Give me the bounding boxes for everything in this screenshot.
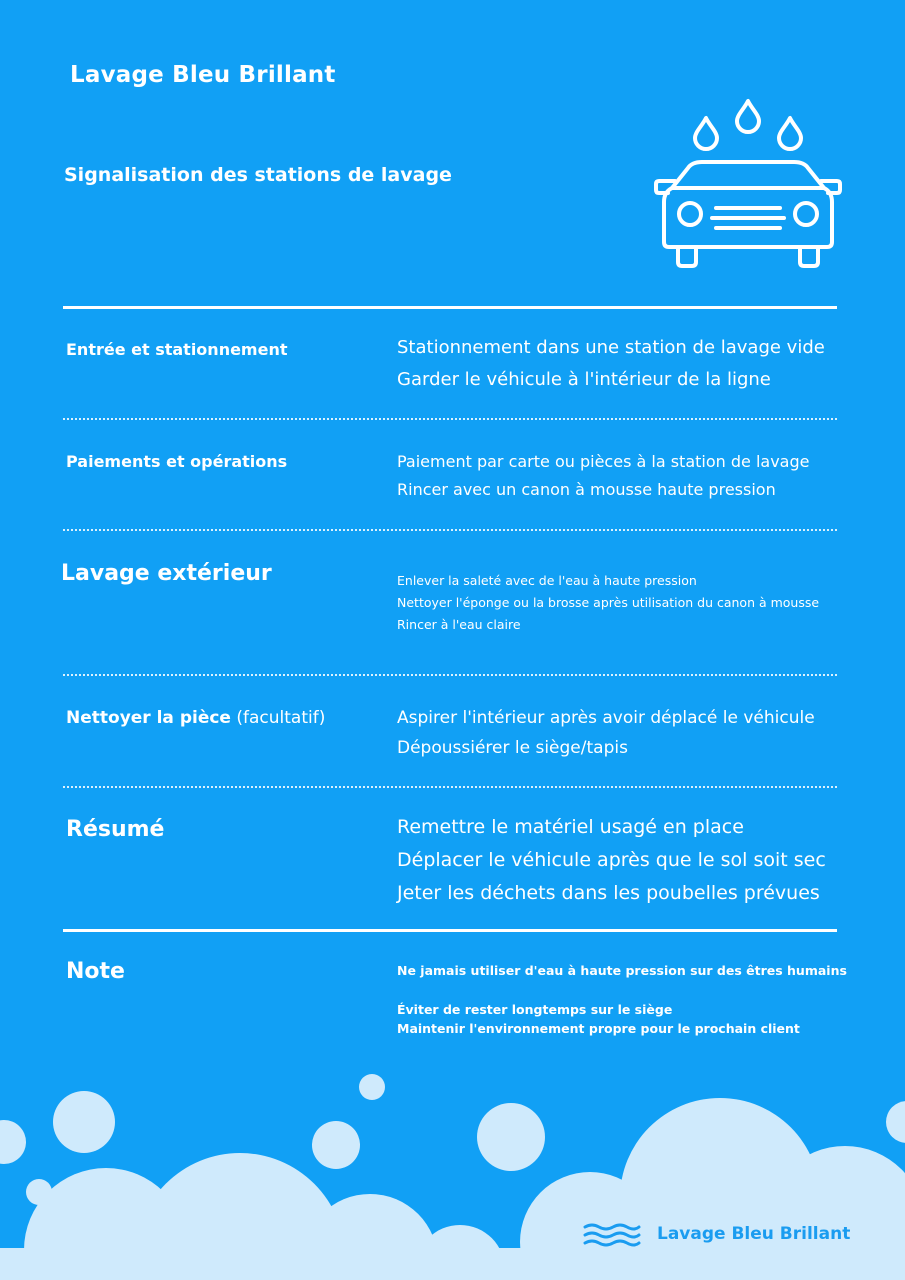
- section-title-interior: [66, 708, 325, 728]
- section-line: Dépoussiérer le siège/tapis: [397, 738, 628, 758]
- section-line: Garder le véhicule à l'intérieur de la ligne: [397, 369, 771, 390]
- section-line: Enlever la saleté avec de l'eau à haute pression: [397, 573, 697, 588]
- car-wash-icon: [650, 96, 846, 274]
- section-line: Déplacer le véhicule après que le sol soit sec: [397, 849, 826, 871]
- section-lines-payment: [397, 448, 809, 504]
- section-line: Rincer à l'eau claire: [397, 617, 521, 632]
- note-lines: [397, 961, 847, 1038]
- section-title-payment: Paiements et opérations: [66, 452, 288, 471]
- divider: [63, 674, 837, 676]
- note-line: Éviter de rester longtemps sur le siège: [397, 1002, 673, 1017]
- section-title-entry: Entrée et stationnement: [66, 340, 288, 359]
- section-title-interior-main: Nettoyer la pièce: [66, 708, 231, 728]
- section-lines-entry: [397, 332, 825, 396]
- waves-icon: [583, 1222, 641, 1248]
- section-lines-exterior: [397, 570, 819, 636]
- section-line: Aspirer l'intérieur après avoir déplacé le véhicule: [397, 708, 815, 728]
- divider: [63, 529, 837, 531]
- note-title: Note: [66, 959, 125, 984]
- brand-title: Lavage Bleu Brillant: [70, 62, 336, 88]
- section-line: Stationnement dans une station de lavage vide: [397, 337, 825, 358]
- section-line: Jeter les déchets dans les poubelles prévues: [397, 882, 820, 904]
- section-title-summary: Résumé: [66, 817, 165, 842]
- section-line: Remettre le matériel usagé en place: [397, 816, 744, 838]
- note-line: Maintenir l'environnement propre pour le prochain client: [397, 1021, 800, 1036]
- divider-bottom: [63, 929, 837, 932]
- section-lines-summary: [397, 811, 826, 910]
- section-lines-interior: [397, 703, 815, 763]
- section-line: Rincer avec un canon à mousse haute pression: [397, 480, 776, 499]
- divider: [63, 786, 837, 788]
- optional-label: (facultatif): [236, 708, 326, 728]
- footer-brand: Lavage Bleu Brillant: [657, 1224, 851, 1244]
- divider-top: [63, 306, 837, 309]
- section-line: Paiement par carte ou pièces à la station de lavage: [397, 452, 810, 471]
- section-line: Nettoyer l'éponge ou la brosse après utilisation du canon à mousse: [397, 595, 820, 610]
- note-line: Ne jamais utiliser d'eau à haute pression sur des êtres humains: [397, 963, 847, 978]
- divider: [63, 418, 837, 420]
- section-title-exterior: Lavage extérieur: [61, 561, 272, 586]
- foam-bubbles: [0, 1060, 905, 1280]
- page-subtitle: Signalisation des stations de lavage: [64, 164, 452, 186]
